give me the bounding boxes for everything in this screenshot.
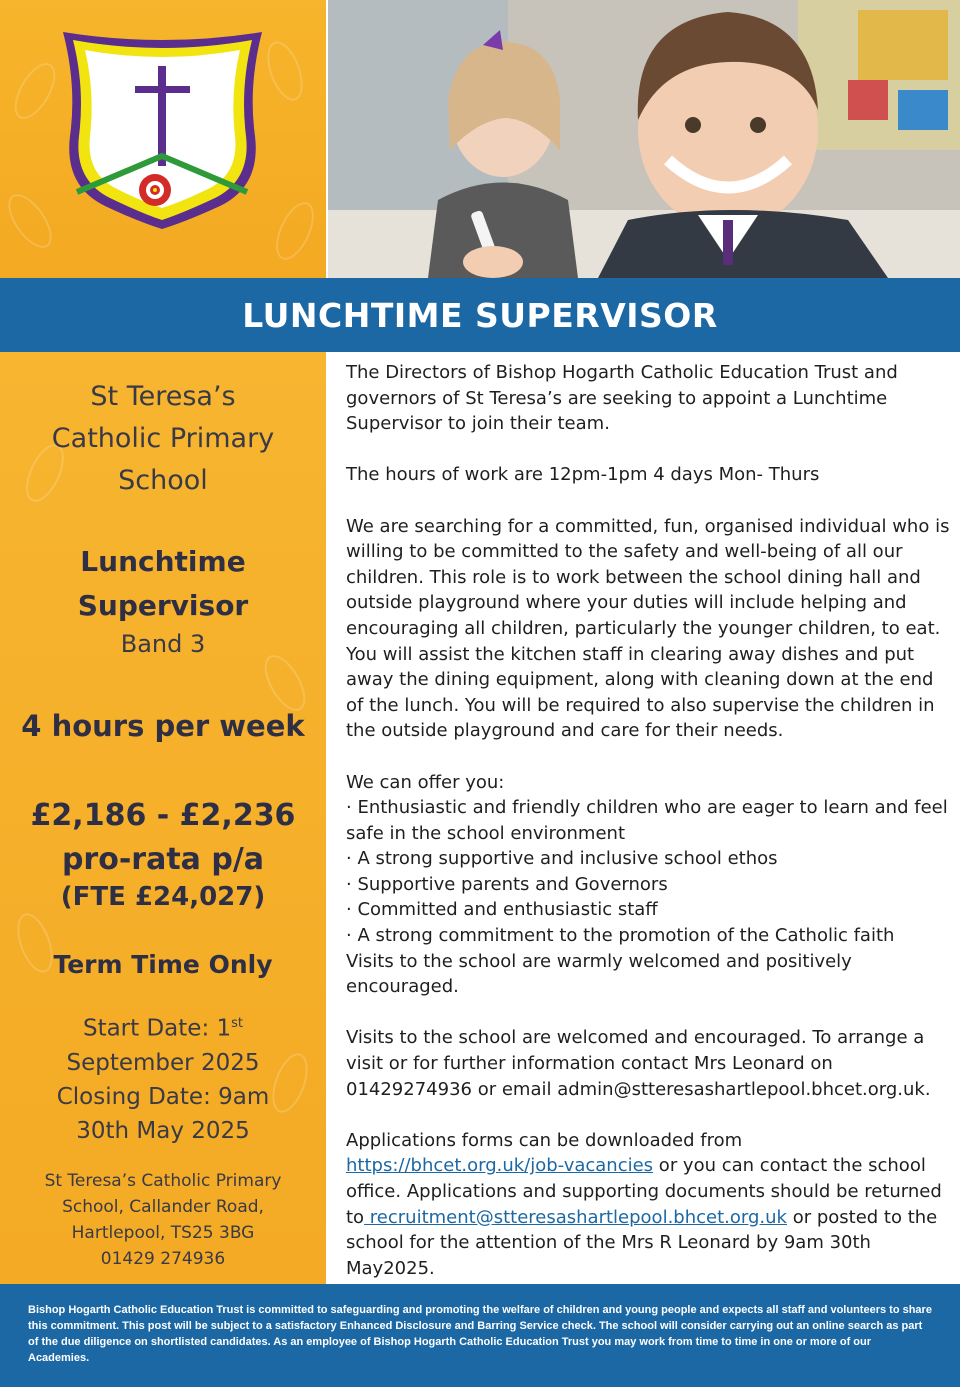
role-description: We are searching for a committed, fun, organised individual who is willing to be committed to the safety and well-being of all our children. This role is to work between the school dining hall and outside playground where your duties will include helping and encouraging all children, particularly the younger children, to eat. You will assist the kitchen staff in clearing away dishes and put away the dining equipment, along with cleaning down at the end of the lunch. You will be required to also supervise the children in the outside playground and care for their needs. <box>346 515 950 742</box>
school-phone: 01429 274936 <box>100 1249 226 1269</box>
title-banner <box>0 278 960 352</box>
decorative-leaf <box>268 197 321 266</box>
intro-paragraph: The Directors of Bishop Hogarth Catholic Education Trust and governors of St Teresa’s are seeking to appoint a Lunchtime Supervisor to join their team. <box>346 362 898 435</box>
decorative-leaf <box>0 187 60 255</box>
application-paragraph: Applications forms can be downloaded from https://bhcet.org.uk/job-vacancies or you can contact the school office. Applications and supporting documents should be returned to recruitment@stteresashartlepool.bhcet.org.uk or posted to the school for the attention of the Mrs R Leonard by 9am 30th May2025. <box>346 1129 942 1279</box>
children-photo-illustration <box>328 0 960 278</box>
job-vacancies-link[interactable]: https://bhcet.org.uk/job-vacancies <box>346 1155 654 1177</box>
pay-band: Band 3 <box>120 630 206 658</box>
contact-paragraph: Visits to the school are welcomed and encouraged. To arrange a visit or for further information contact Mrs Leonard on 01429274936 or email admin@stteresashartlepool.bhcet.org.uk. <box>346 1027 931 1100</box>
job-summary-panel <box>0 352 326 1284</box>
page-title: LUNCHTIME SUPERVISOR <box>242 295 718 335</box>
offer-item: · A strong commitment to the promotion of the Catholic faith <box>346 925 895 947</box>
job-description <box>346 360 950 1307</box>
offer-item: · A strong supportive and inclusive school ethos <box>346 848 778 870</box>
closing-date: Closing Date: 9am <box>56 1083 270 1110</box>
offer-item: · Supportive parents and Governors <box>346 873 668 895</box>
fte-salary: (FTE £24,027) <box>60 882 266 912</box>
hours-per-week: 4 hours per week <box>21 709 305 743</box>
children-photo <box>328 0 960 278</box>
school-name: St Teresa’s Catholic Primary School <box>51 381 275 496</box>
offer-heading: We can offer you: <box>346 771 505 793</box>
term-time-label: Term Time Only <box>53 950 273 979</box>
offer-section <box>346 770 950 1000</box>
salary-range: £2,186 - £2,236 pro-rata p/a <box>30 798 296 877</box>
offer-item: · Enthusiastic and friendly children who are eager to learn and feel safe in the school environment <box>346 797 948 844</box>
hours-paragraph: The hours of work are 12pm-1pm 4 days Mon- Thurs <box>346 464 820 486</box>
recruitment-email-link[interactable]: recruitment@stteresashartlepool.bhcet.org.uk <box>364 1206 787 1228</box>
safeguarding-footer <box>0 1284 960 1387</box>
safeguarding-statement: Bishop Hogarth Catholic Education Trust is committed to safeguarding and promoting the welfare of children and young people and expects all staff and volunteers to share this commitment. This post will be subject to a satisfactory Enhanced Disclosure and Barring Service check. The school will consider carrying out an online search as part of the due diligence on shortlisted candidates. As an employee of Bishop Hogarth Catholic Education Trust you may work from time to time in one or more of our Academies. <box>28 1304 932 1364</box>
start-date: Start Date: 1st <box>82 1015 244 1042</box>
crest-panel <box>0 0 326 278</box>
school-address: St Teresa’s Catholic Primary School, Callander Road, Hartlepool, TS25 3BG 01429 274936 <box>0 1168 326 1272</box>
key-dates: Start Date: 1st September 2025 Closing Date: 9am 30th May 2025 <box>0 1007 326 1148</box>
school-crest-logo <box>55 26 270 231</box>
role-title: Lunchtime Supervisor <box>77 545 249 622</box>
offer-item: · Committed and enthusiastic staff <box>346 899 658 921</box>
visits-note: Visits to the school are warmly welcomed and positively encouraged. <box>346 950 852 998</box>
